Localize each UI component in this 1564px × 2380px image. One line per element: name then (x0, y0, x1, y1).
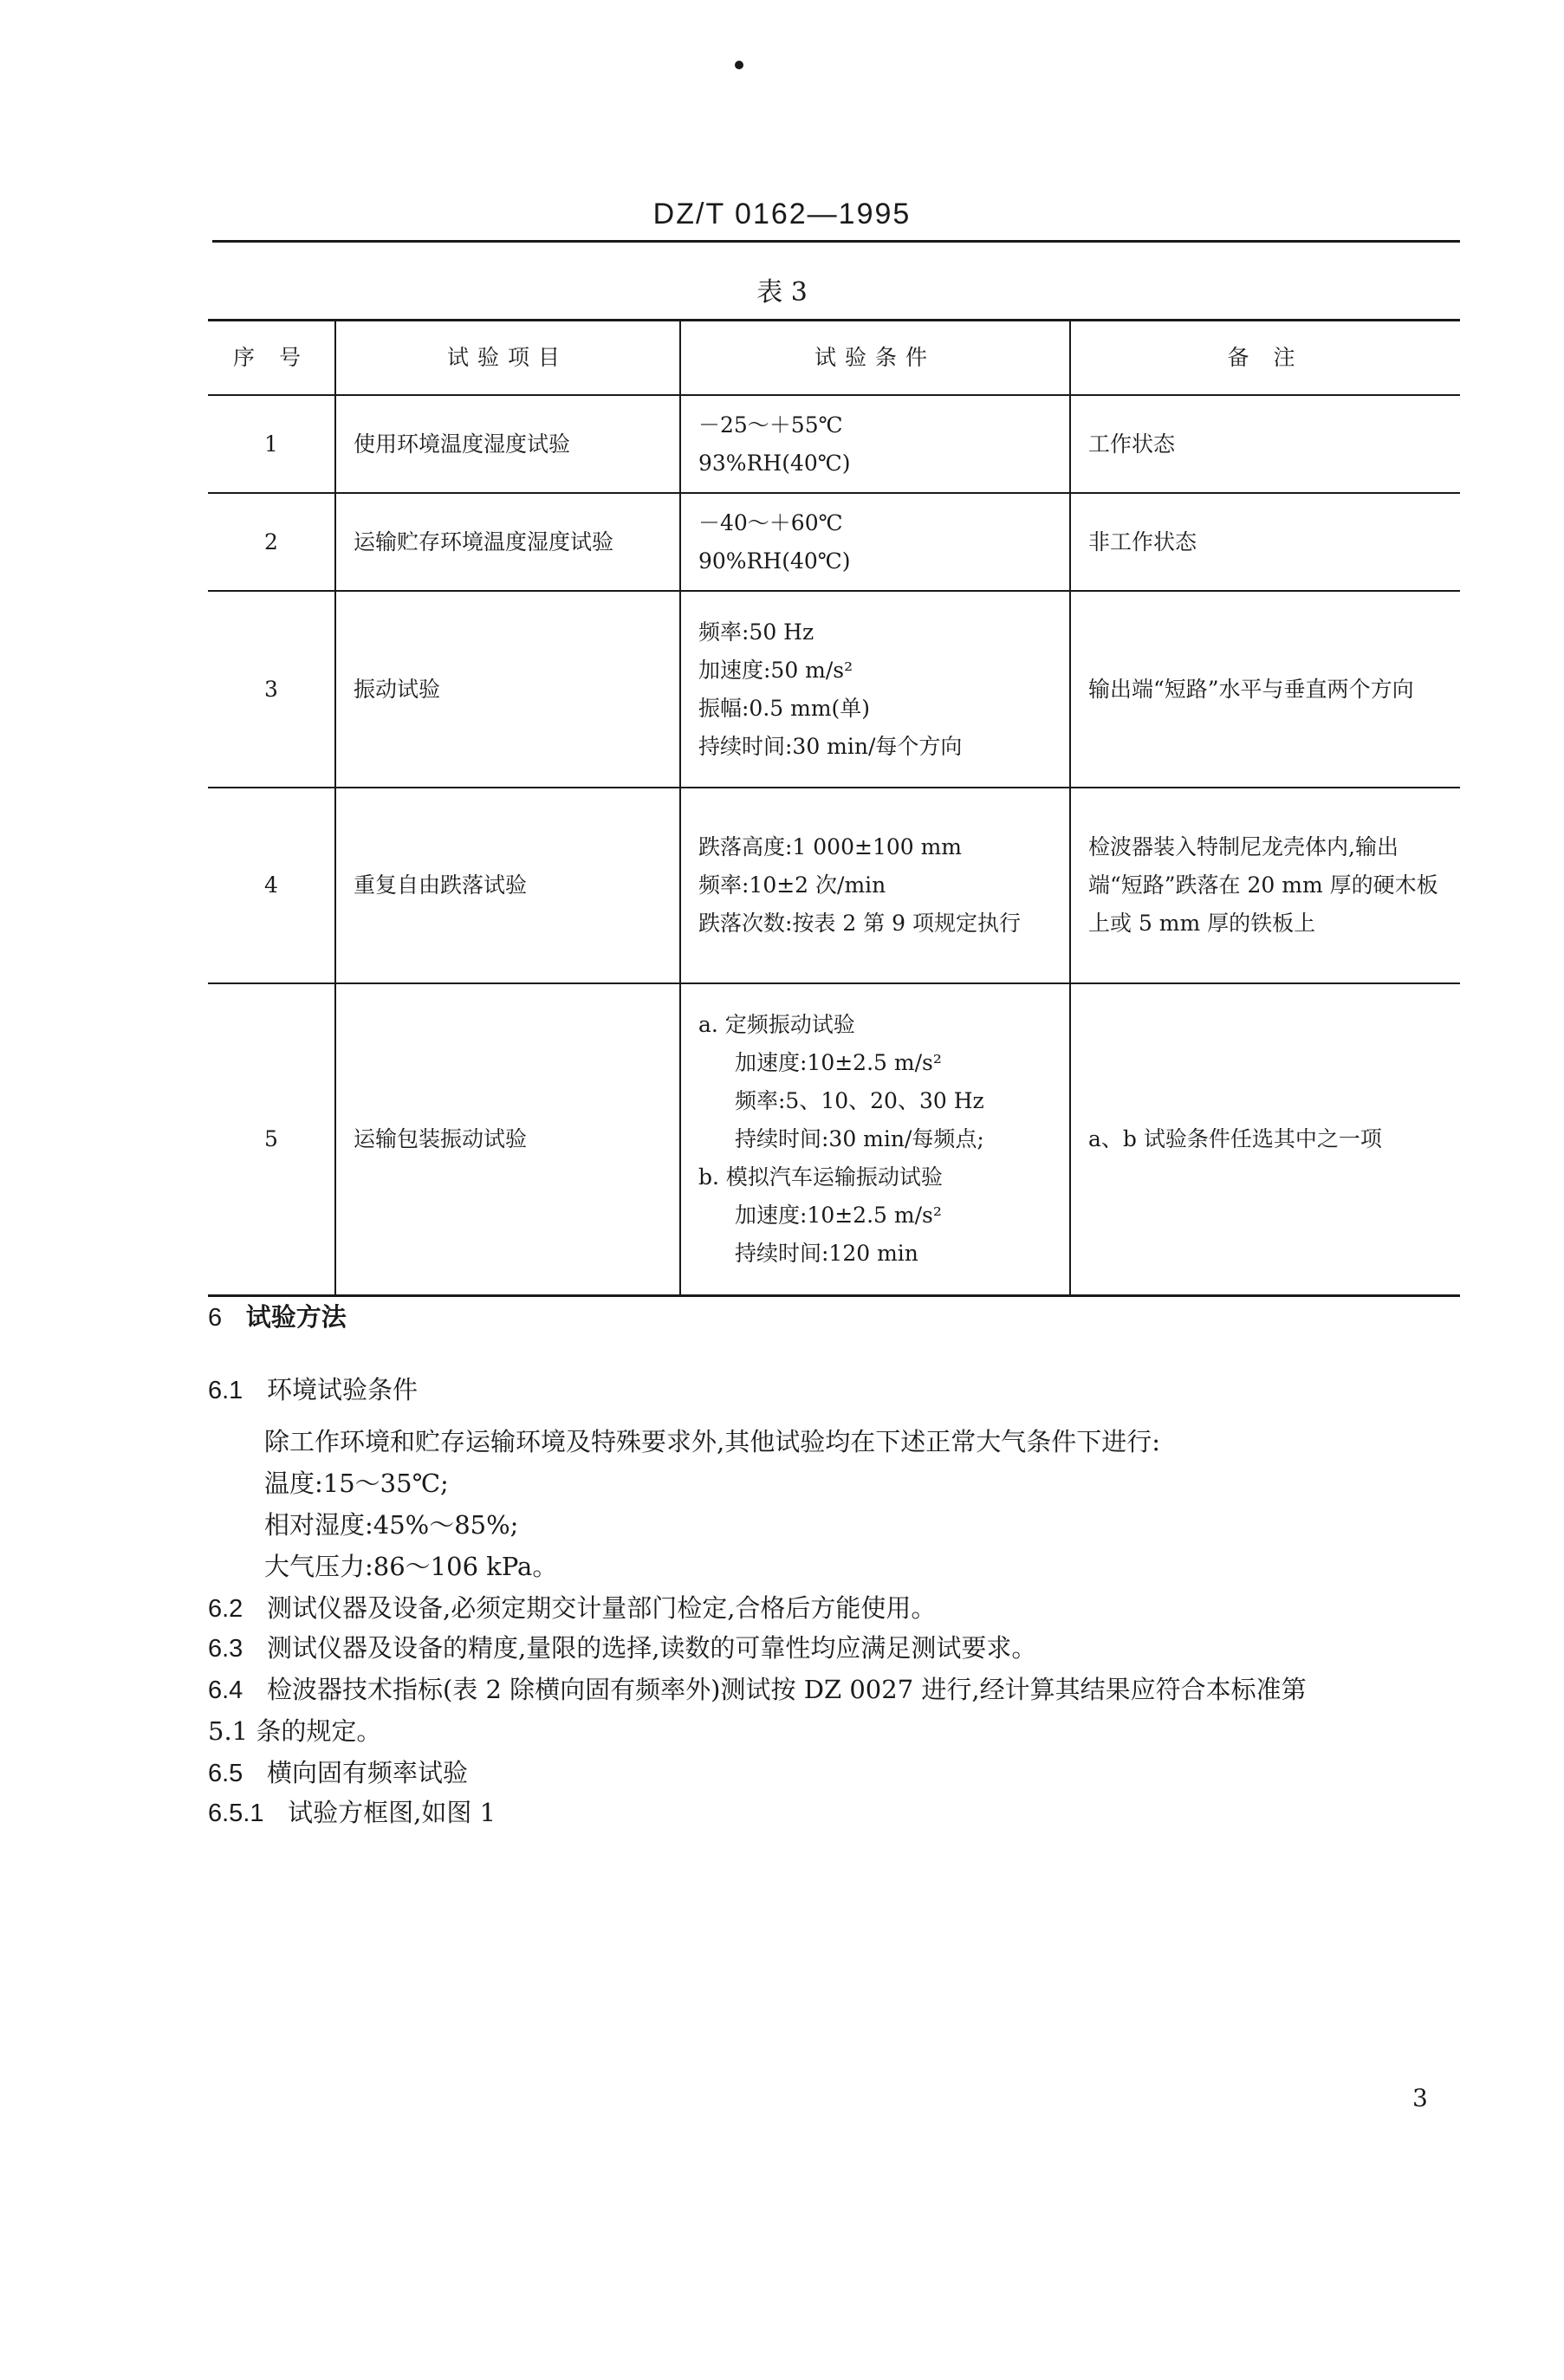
row-number: 2 (208, 493, 335, 591)
paragraph-line: 相对湿度:45%～85%; (264, 1510, 519, 1540)
test-item: 运输贮存环境温度湿度试验 (335, 493, 680, 591)
test-item: 使用环境温度湿度试验 (335, 395, 680, 493)
test-note: 输出端“短路”水平与垂直两个方向 (1070, 591, 1460, 788)
bullet-mark (735, 61, 743, 69)
test-conditions (680, 493, 1070, 591)
test-conditions (680, 983, 1070, 1296)
section-heading-6-1: 6.1 环境试验条件 (208, 1375, 418, 1404)
row-number: 3 (208, 591, 335, 788)
paragraph-line: 大气压力:86～106 kPa。 (264, 1552, 558, 1581)
clause-6-4: 6.4 检波器技术指标(表 2 除横向固有频率外)测试按 DZ 0027 进行,经计算其结果应符合本标准第 (208, 1675, 1307, 1704)
test-table (208, 319, 1460, 1297)
condition-line: 频率:5、10、20、30 Hz (735, 1088, 984, 1113)
condition-line: 频率:50 Hz (698, 619, 814, 645)
test-note: 非工作状态 (1070, 493, 1460, 591)
clause-6-4-continued: 5.1 条的规定。 (208, 1716, 382, 1746)
section-heading-6-5: 6.5 横向固有频率试验 (208, 1758, 468, 1787)
standard-code: DZ/T 0162—1995 (652, 198, 912, 230)
condition-line: a. 定频振动试验 (698, 1012, 855, 1037)
col-header-conditions: 试验条件 (680, 321, 1070, 396)
col-header-item: 试验项目 (335, 321, 680, 396)
condition-line: －25～＋55℃ (698, 412, 843, 438)
table-header-row (208, 321, 1460, 396)
test-item: 振动试验 (335, 591, 680, 788)
clause-6-3: 6.3 测试仪器及设备的精度,量限的选择,读数的可靠性均应满足测试要求。 (208, 1633, 1037, 1663)
condition-line: 持续时间:120 min (735, 1241, 918, 1266)
test-conditions (680, 395, 1070, 493)
row-number: 4 (208, 788, 335, 983)
condition-line: 频率:10±2 次/min (698, 872, 886, 898)
condition-line: 跌落次数:按表 2 第 9 项规定执行 (698, 911, 1022, 936)
condition-line: 90%RH(40℃) (698, 548, 851, 574)
table-row (208, 395, 1460, 493)
paragraph-line: 温度:15～35℃; (264, 1469, 449, 1498)
test-item: 运输包装振动试验 (335, 983, 680, 1296)
table-row (208, 493, 1460, 591)
table-row (208, 983, 1460, 1296)
condition-line: 加速度:10±2.5 m/s² (735, 1203, 942, 1228)
table-row (208, 591, 1460, 788)
condition-line: 加速度:10±2.5 m/s² (735, 1050, 942, 1075)
test-conditions (680, 788, 1070, 983)
col-header-number: 序 号 (208, 321, 335, 396)
section-heading-6: 6 试验方法 (208, 1302, 347, 1332)
condition-line: 93%RH(40℃) (698, 450, 851, 476)
condition-line: 振幅:0.5 mm(单) (698, 695, 871, 721)
test-item: 重复自由跌落试验 (335, 788, 680, 983)
page-number: 3 (1412, 2084, 1428, 2112)
test-note: a、b 试验条件任选其中之一项 (1070, 983, 1460, 1296)
paragraph-line: 除工作环境和贮存运输环境及特殊要求外,其他试验均在下述正常大气条件下进行: (264, 1427, 1160, 1456)
condition-line: 持续时间:30 min/每频点; (735, 1126, 984, 1151)
test-note: 工作状态 (1070, 395, 1460, 493)
test-note: 检波器装入特制尼龙壳体内,输出端“短路”跌落在 20 mm 厚的硬木板上或 5 mm 厚的铁板上 (1070, 788, 1460, 983)
clause-6-5-1: 6.5.1 试验方框图,如图 1 (208, 1798, 496, 1827)
condition-line: b. 模拟汽车运输振动试验 (698, 1164, 943, 1190)
condition-line: 加速度:50 m/s² (698, 657, 853, 683)
col-header-notes: 备 注 (1070, 321, 1460, 396)
condition-line: －40～＋60℃ (698, 509, 843, 535)
test-conditions (680, 591, 1070, 788)
clause-6-2: 6.2 测试仪器及设备,必须定期交计量部门检定,合格后方能使用。 (208, 1593, 937, 1623)
condition-line: 持续时间:30 min/每个方向 (698, 733, 963, 759)
row-number: 1 (208, 395, 335, 493)
header-rule (212, 240, 1460, 243)
table-row (208, 788, 1460, 983)
condition-line: 跌落高度:1 000±100 mm (698, 834, 963, 859)
row-number: 5 (208, 983, 335, 1296)
table-caption: 表 3 (756, 277, 808, 308)
